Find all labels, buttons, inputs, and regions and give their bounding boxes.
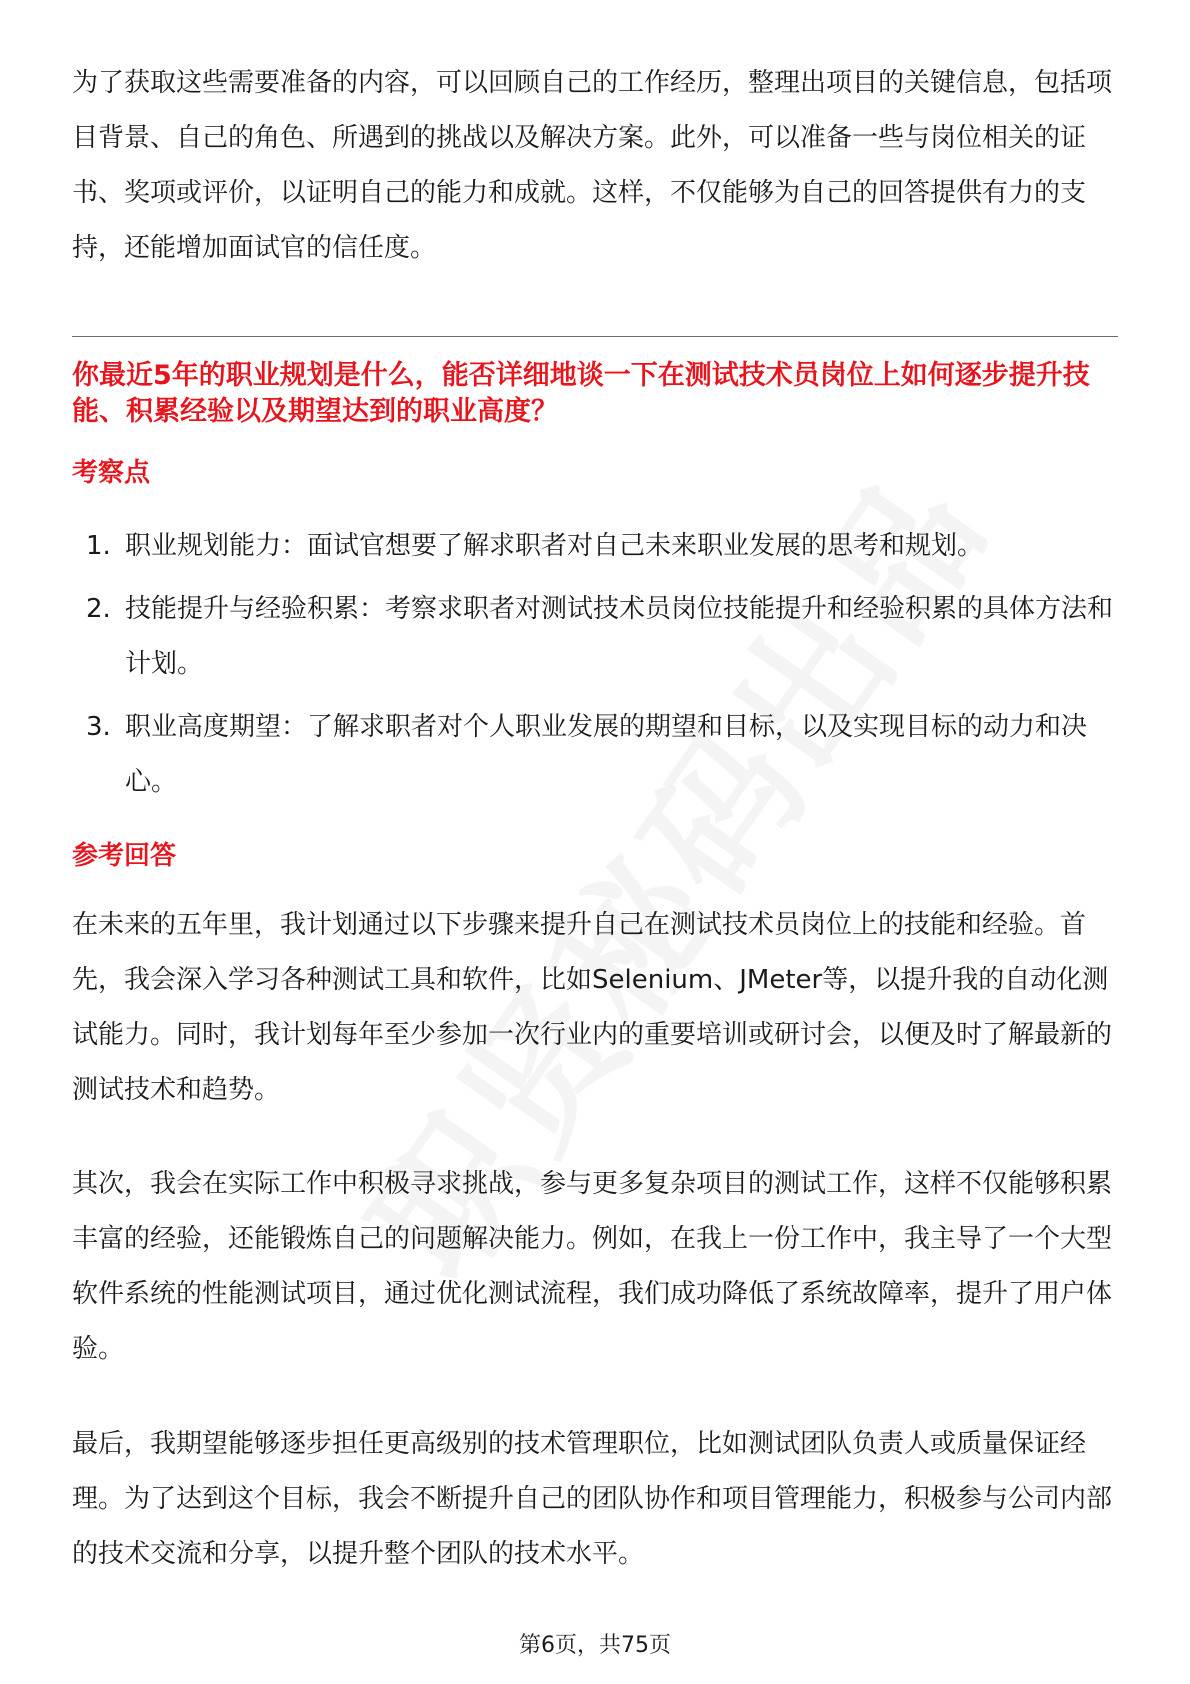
answer-paragraph-3: 最后，我期望能够逐步担任更高级别的技术管理职位，比如测试团队负责人或质量保证经理。为了达到这个目标，我会不断提升自己的团队协作和项目管理能力，积极参与公司内部的技术交流和分享，以提升整个团队的技术水平。	[72, 1429, 1113, 1569]
list-number: 2.	[86, 594, 111, 624]
list-item-text: 职业规划能力：面试官想要了解求职者对自己未来职业发展的思考和规划。	[125, 531, 984, 561]
answer-paragraph-1: 在未来的五年里，我计划通过以下步骤来提升自己在测试技术员岗位上的技能和经验。首先，我会深入学习各种测试工具和软件，比如Selenium、JMeter等，以提升我的自动化测试能力。同时，我计划每年至少参加一次行业内的重要培训或研讨会，以便及时了解最新的测试技术和趋势。	[72, 910, 1113, 1105]
intro-paragraph: 为了获取这些需要准备的内容，可以回顾自己的工作经历，整理出项目的关键信息，包括项目背景、自己的角色、所遇到的挑战以及解决方案。此外，可以准备一些与岗位相关的证书、奖项或评价，以证明自己的能力和成就。这样，不仅能够为自己的回答提供有力的支持，还能增加面试官的信任度。	[72, 68, 1113, 263]
page-footer: 第6页，共75页	[519, 1633, 671, 1658]
list-item-text: 职业高度期望：了解求职者对个人职业发展的期望和目标，以及实现目标的动力和决心。	[125, 712, 1088, 797]
answer-title: 参考回答	[72, 841, 177, 871]
list-item	[72, 700, 1118, 810]
list-number: 1.	[86, 531, 111, 561]
list-item-text: 技能提升与经验积累：考察求职者对测试技术员岗位技能提升和经验积累的具体方法和计划。	[125, 594, 1114, 679]
question-heading: 你最近5年的职业规划是什么，能否详细地谈一下在测试技术员岗位上如何逐步提升技能、积累经验以及期望达到的职业高度？	[72, 360, 1090, 427]
section-divider	[72, 336, 1118, 337]
list-number: 3.	[86, 712, 111, 742]
kaocha-title: 考察点	[72, 458, 151, 488]
answer-paragraph-2: 其次，我会在实际工作中积极寻求挑战，参与更多复杂项目的测试工作，这样不仅能够积累丰富的经验，还能锻炼自己的问题解决能力。例如，在我上一份工作中，我主导了一个大型软件系统的性能测试项目，通过优化测试流程，我们成功降低了系统故障率，提升了用户体验。	[72, 1169, 1113, 1364]
list-item	[72, 582, 1118, 692]
kaocha-list	[72, 519, 1118, 810]
list-item	[72, 519, 1118, 574]
